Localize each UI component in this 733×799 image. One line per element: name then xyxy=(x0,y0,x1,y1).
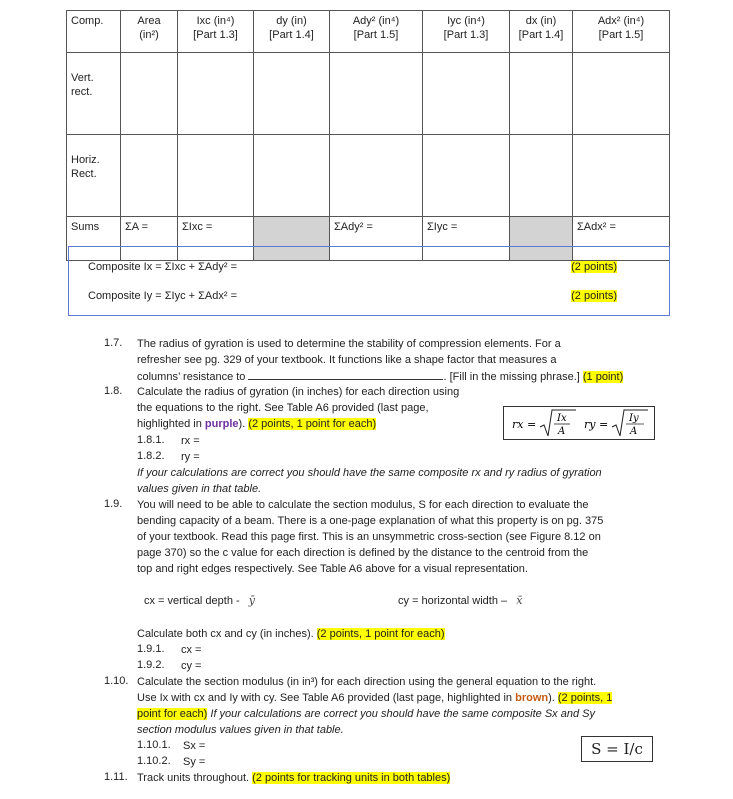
answer-sx[interactable]: Sx = xyxy=(183,740,206,752)
paragraph-line: Calculate both cx and cy (in inches). (2 points, 1 point for each) xyxy=(137,628,445,640)
subitem-number: 1.10.1. xyxy=(137,739,171,751)
radius-formula-box xyxy=(503,406,655,440)
cell-input[interactable] xyxy=(423,53,510,135)
cell-input[interactable] xyxy=(178,135,254,217)
points-badge: (1 point) xyxy=(582,371,624,383)
paragraph-line: bending capacity of a beam. There is a one-page explanation of what this property is on pg. 375 xyxy=(137,515,604,527)
cell-input[interactable] xyxy=(121,53,178,135)
points-badge: (2 points, 1 point for each) xyxy=(248,418,377,430)
cx-definition: cx = vertical depth - ȳ xyxy=(144,594,255,607)
composite-iy: Composite Iy = ΣIyc + ΣAdx² = xyxy=(88,290,238,302)
item-number: 1.11. xyxy=(104,771,128,783)
composite-box xyxy=(68,246,670,316)
svg-text:ry =: ry = xyxy=(584,418,609,431)
subitem-number: 1.9.2. xyxy=(137,659,165,671)
item-number: 1.8. xyxy=(104,385,123,397)
svg-text:A: A xyxy=(630,426,638,437)
points-badge: (2 points, 1 xyxy=(557,692,613,704)
paragraph-line: of your textbook. Read this page first. This is an unsymmetric cross-section (see Figure 8.12 on xyxy=(137,531,601,543)
sum-iyc[interactable]: ΣIyc = xyxy=(423,217,510,261)
answer-cy[interactable]: cy = xyxy=(181,660,202,672)
cell-input[interactable] xyxy=(573,135,670,217)
points-badge: (2 points for tracking units in both tables) xyxy=(252,772,451,784)
properties-table xyxy=(66,10,670,261)
paragraph-line: top and right edges respectively. See Table A6 above for a visual representation. xyxy=(137,563,528,575)
header-area: Area (in²) xyxy=(121,11,178,53)
subitem-number: 1.8.1. xyxy=(137,434,165,446)
answer-cx[interactable]: cx = xyxy=(181,644,202,656)
sum-area[interactable]: ΣA = xyxy=(121,217,178,261)
paragraph-line: Use Ix with cx and Iy with cy. See Table A6 provided (last page, highlighted in brown). (2 points, 1 xyxy=(137,692,613,704)
answer-sy[interactable]: Sy = xyxy=(183,756,206,768)
cell-input[interactable] xyxy=(330,135,423,217)
cell-input[interactable] xyxy=(254,53,330,135)
note-line: If your calculations are correct you should have the same composite rx and ry radius of gyration xyxy=(137,467,602,479)
header-comp: Comp. xyxy=(67,11,121,53)
points-badge: (2 points, 1 point for each) xyxy=(316,628,445,640)
cell-input[interactable] xyxy=(510,135,573,217)
cell-input[interactable] xyxy=(178,53,254,135)
table-row xyxy=(67,53,670,135)
cell-input[interactable] xyxy=(254,135,330,217)
header-ady2: Ady² (in⁴) [Part 1.5] xyxy=(330,11,423,53)
paragraph-line: Calculate the radius of gyration (in inches) for each direction using xyxy=(137,386,460,398)
composite-ix-points: (2 points) xyxy=(571,261,617,273)
cell-input[interactable] xyxy=(121,135,178,217)
composite-ix: Composite Ix = ΣIxc + ΣAdy² = xyxy=(88,261,238,273)
paragraph-line: page 370) so the c value for each direction is defined by the distance to the centroid from the xyxy=(137,547,589,559)
cell-input[interactable] xyxy=(423,135,510,217)
paragraph-line: refresher see pg. 329 of your textbook. It functions like a shape factor that measures a xyxy=(137,354,557,366)
table-row xyxy=(67,135,670,217)
paragraph-line: Calculate the section modulus (in in³) for each direction using the general equation to the right. xyxy=(137,676,597,688)
row-label-horiz: Horiz. Rect. xyxy=(67,135,121,217)
sums-label: Sums xyxy=(67,217,121,261)
paragraph-line: columns’ resistance to . [Fill in the missing phrase.] (1 point) xyxy=(137,371,624,383)
sum-ixc[interactable]: ΣIxc = xyxy=(178,217,254,261)
cy-definition: cy = horizontal width – x̄ xyxy=(398,594,523,607)
item-number: 1.7. xyxy=(104,337,123,349)
paragraph-line: The radius of gyration is used to determine the stability of compression elements. For a xyxy=(137,338,561,350)
points-badge: point for each) xyxy=(137,708,208,720)
header-ixc: Ixc (in⁴) [Part 1.3] xyxy=(178,11,254,53)
header-dy: dy (in) [Part 1.4] xyxy=(254,11,330,53)
svg-text:rx =: rx = xyxy=(512,418,537,431)
subitem-number: 1.10.2. xyxy=(137,755,171,767)
answer-rx[interactable]: rx = xyxy=(181,435,200,447)
cell-input[interactable] xyxy=(510,53,573,135)
paragraph-line: highlighted in purple). (2 points, 1 point for each) xyxy=(137,418,377,430)
fill-in-blank[interactable] xyxy=(248,369,443,380)
subitem-number: 1.9.1. xyxy=(137,643,165,655)
paragraph-line: Track units throughout. (2 points for tracking units in both tables) xyxy=(137,772,451,784)
cell-input[interactable] xyxy=(573,53,670,135)
composite-iy-points: (2 points) xyxy=(571,290,617,302)
radius-formula xyxy=(504,407,654,439)
header-adx2: Adx² (in⁴) [Part 1.5] xyxy=(573,11,670,53)
item-number: 1.10. xyxy=(104,675,129,687)
header-dx: dx (in) [Part 1.4] xyxy=(510,11,573,53)
header-iyc: Iyc (in⁴) [Part 1.3] xyxy=(423,11,510,53)
cell-input[interactable] xyxy=(330,53,423,135)
section-modulus-formula: S = I/c xyxy=(581,736,653,762)
paragraph-line: the equations to the right. See Table A6 provided (last page, xyxy=(137,402,429,414)
sum-adx2[interactable]: ΣAdx² = xyxy=(573,217,670,261)
svg-text:Ix: Ix xyxy=(557,413,567,424)
paragraph-line: section modulus values given in that table. xyxy=(137,724,344,736)
table-header-row xyxy=(67,11,670,53)
row-label-vert: Vert. rect. xyxy=(67,53,121,135)
sum-ady2[interactable]: ΣAdy² = xyxy=(330,217,423,261)
svg-text:Iy: Iy xyxy=(629,413,639,424)
answer-ry[interactable]: ry = xyxy=(181,451,200,463)
svg-text:A: A xyxy=(558,426,566,437)
paragraph-line: You will need to be able to calculate the section modulus, S for each direction to evaluate the xyxy=(137,499,589,511)
item-number: 1.9. xyxy=(104,498,123,510)
subitem-number: 1.8.2. xyxy=(137,450,165,462)
note-line: values given in that table. xyxy=(137,483,262,495)
paragraph-line: point for each) If your calculations are correct you should have the same composite Sx and Sy xyxy=(137,708,595,720)
